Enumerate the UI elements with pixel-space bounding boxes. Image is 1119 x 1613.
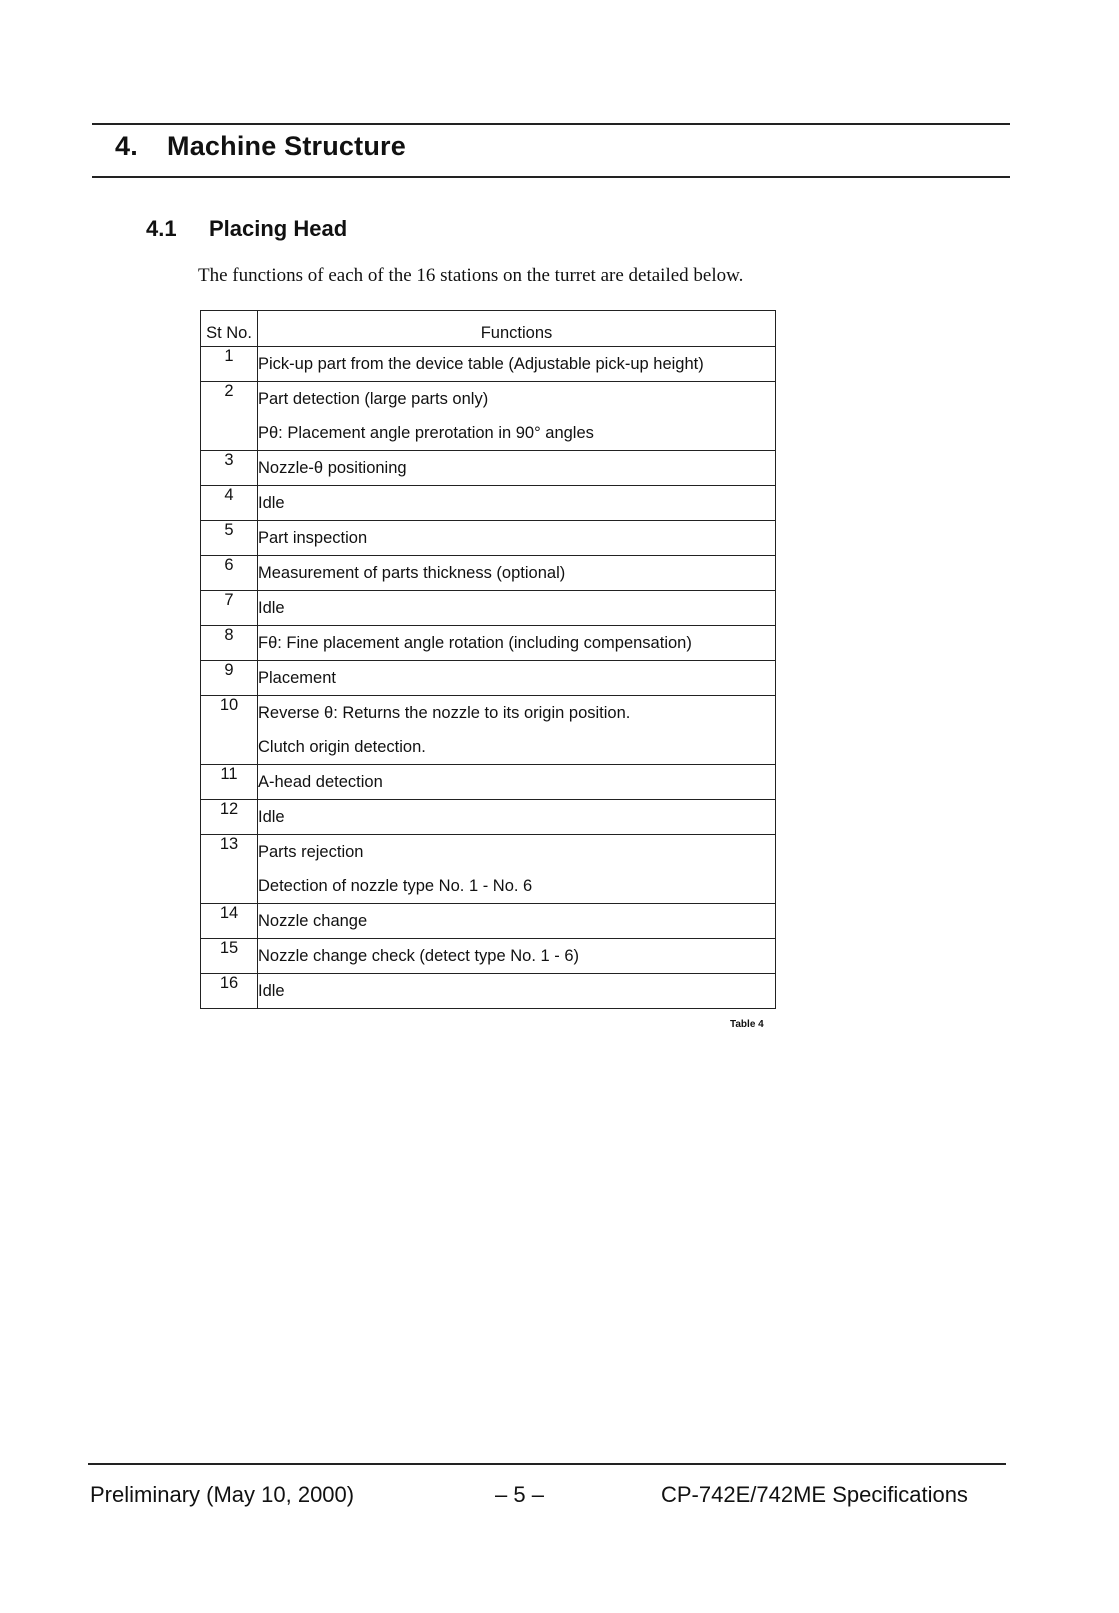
table-row <box>201 591 776 626</box>
station-number: 10 <box>201 696 258 765</box>
station-functions <box>258 904 776 939</box>
station-functions-table <box>200 310 776 1009</box>
station-number: 7 <box>201 591 258 626</box>
station-functions <box>258 835 776 904</box>
station-functions <box>258 347 776 382</box>
station-number: 13 <box>201 835 258 904</box>
table-row <box>201 800 776 835</box>
document-title: CP-742E/742ME Specifications <box>661 1482 968 1507</box>
table-row <box>201 939 776 974</box>
function-line: Detection of nozzle type No. 1 - No. 6 <box>258 877 533 895</box>
function-line: Idle <box>258 494 285 512</box>
table-row <box>201 696 776 765</box>
station-number: 11 <box>201 765 258 800</box>
station-functions <box>258 800 776 835</box>
table-row <box>201 661 776 696</box>
station-number: 3 <box>201 451 258 486</box>
table-body <box>201 347 776 1009</box>
table-row <box>201 904 776 939</box>
table-row <box>201 835 776 904</box>
function-line: Pick-up part from the device table (Adjustable pick-up height) <box>258 355 704 373</box>
section-number: 4. <box>115 131 138 161</box>
station-functions <box>258 765 776 800</box>
station-functions <box>258 382 776 451</box>
station-number: 12 <box>201 800 258 835</box>
function-line: Nozzle-θ positioning <box>258 459 407 477</box>
function-line: Nozzle change check (detect type No. 1 - 6) <box>258 947 579 965</box>
function-line: Part detection (large parts only) <box>258 390 489 408</box>
station-functions <box>258 521 776 556</box>
footer-rule <box>88 1463 1006 1465</box>
station-functions <box>258 974 776 1009</box>
header-functions: Functions <box>258 311 776 347</box>
function-line: Part inspection <box>258 529 368 547</box>
function-line: Clutch origin detection. <box>258 738 426 756</box>
footer-date: Preliminary (May 10, 2000) <box>90 1482 355 1507</box>
table-row <box>201 556 776 591</box>
intro-paragraph: The functions of each of the 16 stations on the turret are detailed below. <box>198 265 744 286</box>
station-number: 9 <box>201 661 258 696</box>
page-number: – 5 – <box>495 1482 544 1507</box>
subsection-number: 4.1 <box>146 216 177 241</box>
station-functions <box>258 556 776 591</box>
station-number: 15 <box>201 939 258 974</box>
function-line: A-head detection <box>258 773 383 791</box>
function-line: Idle <box>258 982 285 1000</box>
table-row <box>201 765 776 800</box>
station-number: 8 <box>201 626 258 661</box>
function-line: Idle <box>258 808 285 826</box>
station-functions <box>258 451 776 486</box>
section-title: Machine Structure <box>167 131 406 161</box>
station-number: 6 <box>201 556 258 591</box>
station-number: 16 <box>201 974 258 1009</box>
top-rule <box>92 123 1010 125</box>
section-rule <box>92 176 1010 178</box>
function-line: Parts rejection <box>258 843 364 861</box>
function-line: Idle <box>258 599 285 617</box>
station-number: 1 <box>201 347 258 382</box>
table-row <box>201 974 776 1009</box>
table-row <box>201 347 776 382</box>
function-line: Nozzle change <box>258 912 368 930</box>
table-row <box>201 451 776 486</box>
station-number: 14 <box>201 904 258 939</box>
station-number: 4 <box>201 486 258 521</box>
station-number: 2 <box>201 382 258 451</box>
station-number: 5 <box>201 521 258 556</box>
table-row <box>201 521 776 556</box>
station-functions <box>258 626 776 661</box>
table-row <box>201 626 776 661</box>
subsection-title: Placing Head <box>209 216 348 241</box>
function-line: Fθ: Fine placement angle rotation (including compensation) <box>258 634 692 652</box>
function-line: Reverse θ: Returns the nozzle to its origin position. <box>258 704 631 722</box>
subsection-heading <box>146 216 347 242</box>
table-caption: Table 4 <box>730 1019 764 1030</box>
function-line: Measurement of parts thickness (optional) <box>258 564 566 582</box>
function-line: Placement <box>258 669 336 687</box>
station-functions <box>258 939 776 974</box>
table-row <box>201 486 776 521</box>
header-st-no: St No. <box>201 311 258 347</box>
station-functions <box>258 486 776 521</box>
section-heading <box>115 131 406 162</box>
function-line: Pθ: Placement angle prerotation in 90° angles <box>258 424 594 442</box>
station-functions <box>258 591 776 626</box>
table-row <box>201 382 776 451</box>
station-functions <box>258 661 776 696</box>
table-header-row <box>201 311 776 347</box>
station-functions <box>258 696 776 765</box>
